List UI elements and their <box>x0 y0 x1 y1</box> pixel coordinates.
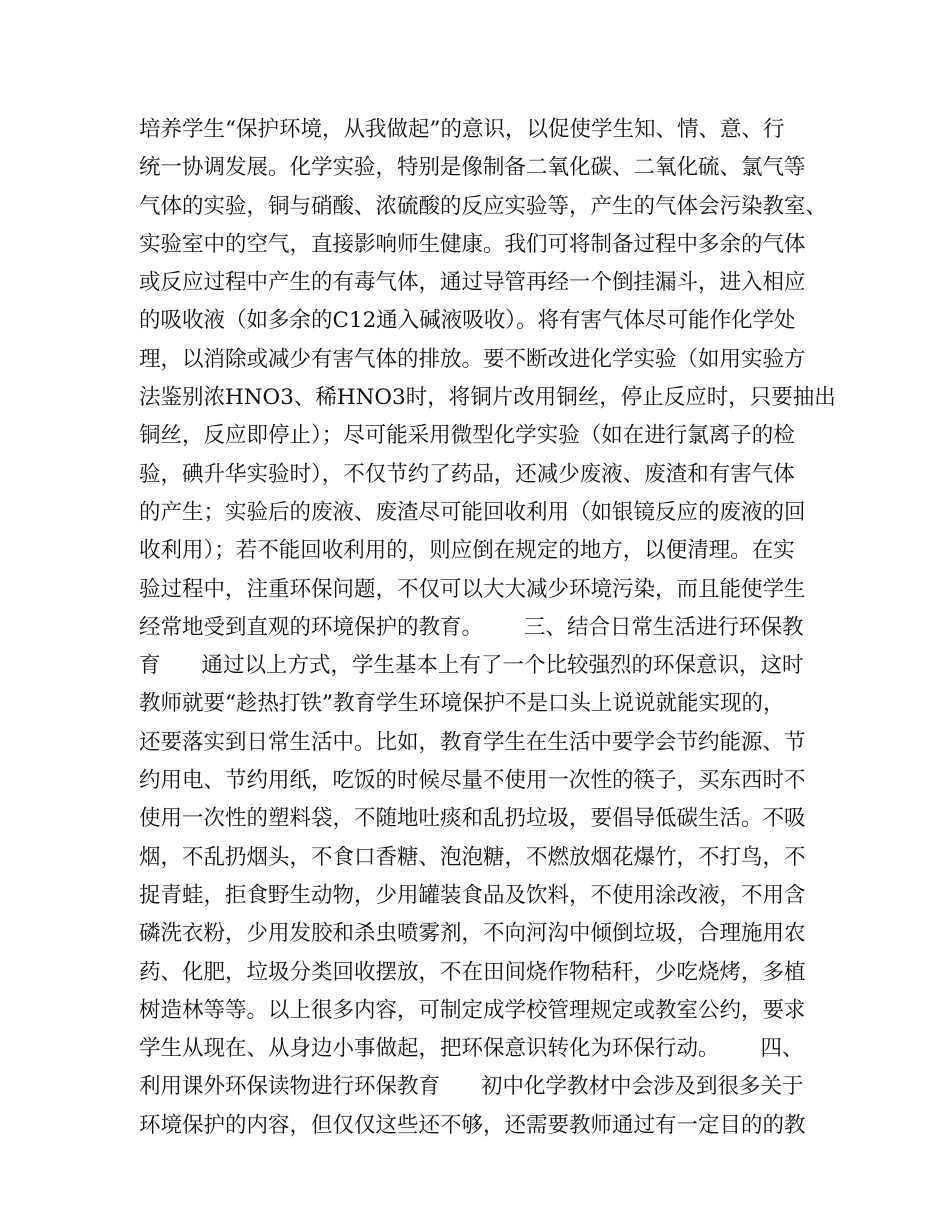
text-line: 统一协调发展。化学实验，特别是像制备二氧化碳、二氧化硫、氯气等 <box>139 155 806 181</box>
text-line: 使用一次性的塑料袋，不随地吐痰和乱扔垃圾，要倡导低碳生活。不吸 <box>139 806 806 832</box>
text-line: 收利用）；若不能回收利用的，则应倒在规定的地方，以便清理。在实 <box>139 538 795 564</box>
text-line: 教师就要“趁热打铁”教育学生环境保护不是口头上说说就能实现的， <box>139 691 785 717</box>
text-line: 培养学生“保护环境，从我做起”的意识，以促使学生知、情、意、行 <box>139 117 785 142</box>
text-line: 的吸收液（如多余的C12通入碱液吸收）。将有害气体尽可能作化学处 <box>139 308 796 334</box>
text-line: 利用课外环保读物进行环保教育 初中化学教材中会涉及到很多关于 <box>139 1074 804 1100</box>
text-line: 法鉴别浓HNO3、稀HNO3时，将铜片改用铜丝，停止反应时，只要抽出 <box>139 385 836 411</box>
text-line: 气体的实验，铜与硝酸、浓硫酸的反应实验等，产生的气体会污染教室、 <box>139 193 828 219</box>
text-line: 理，以消除或减少有害气体的排放。要不断改进化学实验（如用实验方 <box>139 346 806 372</box>
text-line: 育 通过以上方式，学生基本上有了一个比较强烈的环保意识，这时 <box>139 653 804 679</box>
text-line: 树造林等等。以上很多内容，可制定成学校管理规定或教室公约，要求 <box>139 997 806 1023</box>
text-line: 实验室中的空气，直接影响师生健康。我们可将制备过程中多余的气体 <box>139 231 806 257</box>
text-line: 磷洗衣粉，少用发胶和杀虫喷雾剂，不向河沟中倾倒垃圾，合理施用农 <box>139 921 806 947</box>
body-text <box>139 111 836 1145</box>
text-line: 或反应过程中产生的有毒气体，通过导管再经一个倒挂漏斗，进入相应 <box>139 270 806 296</box>
text-line: 捉青蛙，拒食野生动物，少用罐装食品及饮料，不使用涂改液，不用含 <box>139 882 806 908</box>
text-line: 的产生；实验后的废液、废渣尽可能回收利用（如银镜反应的废液的回 <box>139 499 806 525</box>
text-line: 还要落实到日常生活中。比如，教育学生在生活中要学会节约能源、节 <box>139 729 806 755</box>
text-line: 学生从现在、从身边小事做起，把环保意识转化为环保行动。 四、 <box>139 1036 804 1062</box>
text-line: 环境保护的内容，但仅仅这些还不够，还需要教师通过有一定目的的教 <box>139 1112 806 1138</box>
text-line: 烟，不乱扔烟头，不食口香糖、泡泡糖，不燃放烟花爆竹，不打鸟，不 <box>139 844 806 870</box>
text-line: 铜丝，反应即停止）；尽可能采用微型化学实验（如在进行氯离子的检 <box>139 423 795 449</box>
text-line: 经常地受到直观的环境保护的教育。 三、结合日常生活进行环保教 <box>139 614 804 640</box>
text-line: 验，碘升华实验时），不仅节约了药品，还减少废液、废渣和有害气体 <box>139 461 795 487</box>
text-line: 约用电、节约用纸，吃饭的时候尽量不使用一次性的筷子，买东西时不 <box>139 768 806 794</box>
text-line: 药、化肥，垃圾分类回收摆放，不在田间烧作物秸秆，少吃烧烤，多植 <box>139 959 806 985</box>
text-line: 验过程中，注重环保问题，不仅可以大大减少环境污染，而且能使学生 <box>139 576 806 602</box>
